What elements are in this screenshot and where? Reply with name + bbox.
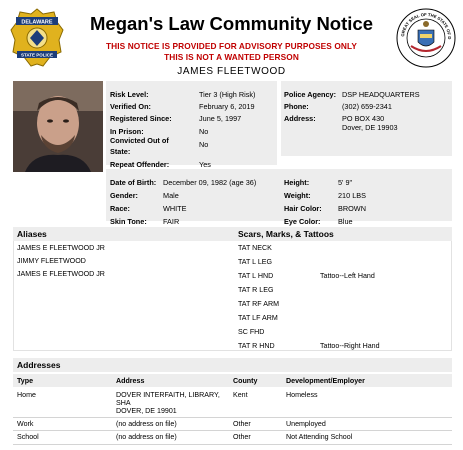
row-divider (13, 417, 452, 418)
gender-value: Male (163, 191, 179, 200)
scar-code: TAT L HND (238, 272, 274, 280)
dob-label: Date of Birth: (110, 178, 157, 187)
scar-code: TAT R HND (238, 342, 275, 350)
row-divider (13, 444, 452, 445)
aliases-header-bar (13, 227, 452, 241)
scars-heading: Scars, Marks, & Tattoos (238, 229, 334, 239)
row-divider (13, 430, 452, 431)
address-label: Address: (284, 114, 316, 123)
address-line: SHA (116, 399, 131, 407)
address-employer: Unemployed (286, 420, 326, 428)
address-employer: Not Attending School (286, 433, 353, 441)
address-type: Work (17, 420, 34, 428)
alias-item: JAMES E FLEETWOOD JR (17, 244, 105, 252)
address-county: Kent (233, 391, 248, 399)
advisory-notice: THIS NOTICE IS PROVIDED FOR ADVISORY PURPOSES ONLY (105, 41, 358, 51)
scar-description: Tattoo--Left Hand (320, 272, 375, 280)
convicted-out-of-state-value: No (199, 140, 209, 149)
registered-since-label: Registered Since: (110, 114, 172, 123)
hair-color-label: Hair Color: (284, 204, 322, 213)
scar-code: TAT RF ARM (238, 300, 279, 308)
scar-code: TAT R LEG (238, 286, 274, 294)
weight-value: 210 LBS (338, 191, 366, 200)
scar-code: TAT NECK (238, 244, 272, 252)
address-county: Other (233, 420, 251, 428)
repeat-offender-label: Repeat Offender: (110, 160, 170, 169)
alias-item: JIMMY FLEETWOOD (17, 257, 86, 265)
verified-on-value: February 6, 2019 (199, 102, 255, 111)
not-wanted-notice: THIS IS NOT A WANTED PERSON (164, 52, 299, 62)
skin-tone-value: FAIR (163, 217, 180, 226)
badge-top-text: DELAWARE (21, 19, 53, 26)
height-label: Height: (284, 178, 310, 187)
column-employer-header: Development/Employer (286, 377, 365, 385)
delaware-state-police-badge (10, 8, 64, 68)
page-title: Megan's Law Community Notice (90, 13, 373, 34)
badge-bottom-text: STATE POLICE (20, 52, 54, 58)
phone-label: Phone: (284, 102, 309, 111)
delaware-state-seal (396, 8, 456, 68)
address-county: Other (233, 433, 251, 441)
physical-panel (106, 169, 452, 221)
column-county-header: County (233, 377, 258, 385)
race-value: WHITE (163, 204, 187, 213)
gender-label: Gender: (110, 191, 138, 200)
verified-on-label: Verified On: (110, 102, 151, 111)
addresses-header-bar (13, 358, 452, 372)
address-line: (no address on file) (116, 433, 177, 441)
addresses-heading: Addresses (17, 360, 61, 370)
in-prison-label: In Prison: (110, 127, 144, 136)
scar-code: SC FHD (238, 328, 265, 336)
address-employer: Homeless (286, 391, 318, 399)
race-label: Race: (110, 204, 130, 213)
seal-text: GREAT SEAL OF THE STATE OF D (400, 11, 453, 40)
address-line: DOVER, DE 19901 (116, 407, 177, 415)
weight-label: Weight: (284, 191, 311, 200)
address-type: Home (17, 391, 36, 399)
agency-address-line1: PO BOX 430 (342, 114, 385, 123)
dob-value: December 09, 1982 (age 36) (163, 178, 257, 187)
risk-level-label: Risk Level: (110, 90, 149, 99)
phone-value: (302) 659-2341 (342, 102, 392, 111)
column-address-header: Address (116, 377, 145, 385)
skin-tone-label: Skin Tone: (110, 217, 147, 226)
eye-color-label: Eye Color: (284, 217, 321, 226)
police-agency-value: DSP HEADQUARTERS (342, 90, 420, 99)
police-agency-label: Police Agency: (284, 90, 337, 99)
height-value: 5' 9" (338, 178, 353, 187)
risk-level-value: Tier 3 (High Risk) (199, 90, 256, 99)
agency-address-line2: Dover, DE 19903 (342, 123, 398, 132)
address-line: (no address on file) (116, 420, 177, 428)
in-prison-value: No (199, 127, 209, 136)
address-line: DOVER INTERFAITH, LIBRARY, (116, 391, 220, 399)
eye-color-value: Blue (338, 217, 353, 226)
scar-code: TAT L LEG (238, 258, 273, 266)
registered-since-value: June 5, 1997 (199, 114, 242, 123)
aliases-heading: Aliases (17, 229, 47, 239)
hair-color-value: BROWN (338, 204, 366, 213)
scar-description: Tattoo--Right Hand (320, 342, 380, 350)
column-type-header: Type (17, 377, 34, 385)
address-type: School (17, 433, 39, 441)
repeat-offender-value: Yes (199, 160, 211, 169)
convicted-out-of-state-label: Convicted Out of State: (110, 136, 169, 156)
offender-name: JAMES FLEETWOOD (177, 66, 286, 77)
alias-item: JAMES E FLEETWOOD JR (17, 270, 105, 278)
scar-code: TAT LF ARM (238, 314, 278, 322)
offender-photo (13, 81, 103, 172)
